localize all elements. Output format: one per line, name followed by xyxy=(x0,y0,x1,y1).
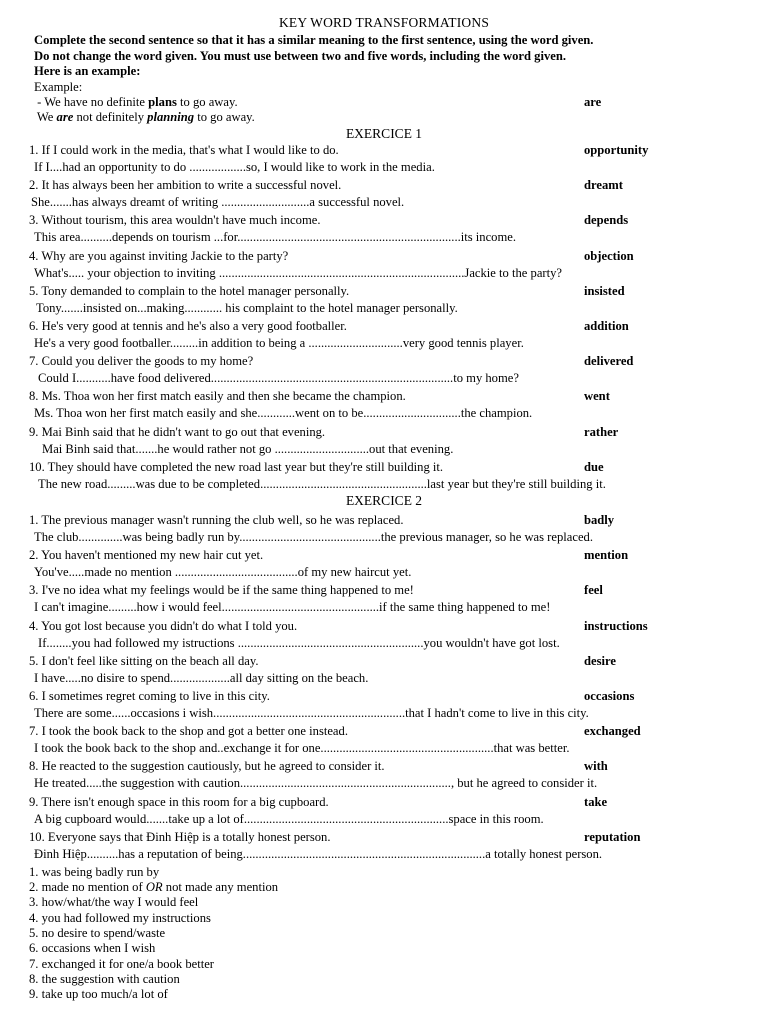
exercise1-question-10: 10. They should have completed the new road last year but they're still building it. xyxy=(29,459,444,474)
exercise2-answer-7: I took the book back to the shop and..exchange it for one.......................................................that was better. xyxy=(34,741,570,756)
exercise1-answer-9: Mai Binh said that.......he would rather not go ..............................out that evening. xyxy=(42,441,454,456)
exercise1-keyword-8: went xyxy=(584,389,610,404)
exercise1-keyword-2: dreamt xyxy=(584,178,623,193)
answer-item-3: 3. how/what/the way I would feel xyxy=(29,895,199,909)
answer-item-4: 4. you had followed my instructions xyxy=(29,911,211,925)
exercise2-keyword-4: instructions xyxy=(584,618,648,633)
exercise1-answer-4: What's..... your objection to inviting ..............................................................................Jackie to the party? xyxy=(34,265,562,280)
exercise2-answer-10: Đinh Hiệp..........has a reputation of being.............................................................................a totally honest person. xyxy=(34,846,603,861)
page-title: KEY WORD TRANSFORMATIONS xyxy=(278,15,490,30)
exercise1-answer-5: Tony.......insisted on...making............ his complaint to the hotel manager personally. xyxy=(36,300,458,315)
exercise2-question-8: 8. He reacted to the suggestion cautiously, but he agreed to consider it. xyxy=(29,759,385,774)
instruction-line-2: Do not change the word given. You must use between two and five words, including the word given. xyxy=(34,49,566,63)
exercise1-heading: EXERCICE 1 xyxy=(345,126,423,141)
exercise1-keyword-5: insisted xyxy=(584,283,625,298)
example-keyword: are xyxy=(584,95,602,109)
exercise1-answer-2: She.......has always dreamt of writing ............................a successful novel. xyxy=(31,195,405,210)
exercise1-keyword-1: opportunity xyxy=(584,143,649,157)
exercise1-keyword-3: depends xyxy=(584,213,629,228)
exercise1-keyword-4: objection xyxy=(584,248,634,263)
exercise2-keyword-1: badly xyxy=(584,513,615,527)
exercise1-keyword-6: addition xyxy=(584,319,629,333)
exercise1-question-7: 7. Could you deliver the goods to my home? xyxy=(29,354,254,369)
exercise1-keyword-9: rather xyxy=(584,424,619,439)
exercise2-answer-8: He treated.....the suggestion with caution..................................................................., but he agreed to consider it. xyxy=(34,776,598,791)
exercise2-question-5: 5. I don't feel like sitting on the beach all day. xyxy=(29,653,259,668)
exercise1-question-2: 2. It has always been her ambition to write a successful novel. xyxy=(29,178,342,193)
answer-item-7: 7. exchanged it for one/a book better xyxy=(29,957,214,971)
exercise1-answer-6: He's a very good footballer.........in addition to being a ..............................very good tennis player. xyxy=(34,336,524,350)
exercise2-answer-6: There are some......occasions i wish.............................................................that I hadn't come to live in this city. xyxy=(34,706,589,720)
exercise1-answer-10: The new road.........was due to be completed.....................................................last year but they're still building it. xyxy=(38,476,606,491)
exercise2-keyword-5: desire xyxy=(584,653,616,668)
exercise2-keyword-8: with xyxy=(584,759,608,774)
exercise2-question-1: 1. The previous manager wasn't running the club well, so he was replaced. xyxy=(29,513,404,527)
exercise1-question-4: 4. Why are you against inviting Jackie to the party? xyxy=(29,248,289,263)
exercise2-answer-9: A big cupboard would.......take up a lot of.................................................................space in this room. xyxy=(34,811,544,826)
exercise2-answer-3: I can't imagine.........how i would feel..................................................if the same thing happened to me! xyxy=(34,600,551,615)
answer-item-1: 1. was being badly run by xyxy=(29,865,160,879)
exercise1-keyword-10: due xyxy=(584,459,604,474)
exercise1-answer-7: Could I...........have food delivered.............................................................................to my home? xyxy=(38,371,519,386)
example-line-1: - We have no definite plans to go away. xyxy=(34,95,238,109)
exercise2-question-9: 9. There isn't enough space in this room for a big cupboard. xyxy=(29,794,329,809)
exercise2-question-3: 3. I've no idea what my feelings would be if the same thing happened to me! xyxy=(29,583,414,598)
exercise2-keyword-10: reputation xyxy=(584,829,641,844)
exercise1-question-1: 1. If I could work in the media, that's what I would like to do. xyxy=(29,143,339,157)
exercise2-question-10: 10. Everyone says that Đinh Hiệp is a totally honest person. xyxy=(29,829,331,844)
answer-item-9: 9. take up too much/a lot of xyxy=(29,987,168,1001)
answer-item-6: 6. occasions when I wish xyxy=(29,941,156,955)
exercise1-question-3: 3. Without tourism, this area wouldn't have much income. xyxy=(29,213,321,228)
answer-item-8: 8. the suggestion with caution xyxy=(29,972,180,986)
exercise2-keyword-9: take xyxy=(584,794,608,809)
exercise2-keyword-6: occasions xyxy=(584,689,635,703)
exercise2-answer-4: If........you had followed my istructions ...........................................................you wouldn't have got lost. xyxy=(38,635,560,650)
exercise1-answer-8: Ms. Thoa won her first match easily and she............went on to be...............................the champion. xyxy=(34,406,533,421)
exercise1-keyword-7: delivered xyxy=(584,354,634,369)
exercise2-question-6: 6. I sometimes regret coming to live in this city. xyxy=(29,689,270,703)
exercise1-answer-3: This area..........depends on tourism ...for.......................................................................its income. xyxy=(34,230,517,245)
exercise2-answer-5: I have.....no disire to spend...................all day sitting on the beach. xyxy=(34,670,369,685)
exercise2-answer-1: The club..............was being badly run by.............................................the previous manager, so he was replaced. xyxy=(34,530,593,544)
exercise1-question-9: 9. Mai Binh said that he didn't want to go out that evening. xyxy=(29,424,326,439)
answer-item-5: 5. no desire to spend/waste xyxy=(29,926,166,940)
example-label: Example: xyxy=(34,80,83,94)
exercise2-answer-2: You've.....made no mention .......................................of my new haircut yet. xyxy=(34,565,412,580)
exercise2-keyword-2: mention xyxy=(584,548,629,563)
exercise1-question-5: 5. Tony demanded to complain to the hotel manager personally. xyxy=(29,283,350,298)
exercise1-question-8: 8. Ms. Thoa won her first match easily and then she became the champion. xyxy=(29,389,406,404)
exercise2-question-2: 2. You haven't mentioned my new hair cut yet. xyxy=(29,548,264,563)
exercise2-keyword-7: exchanged xyxy=(584,724,641,739)
exercise2-keyword-3: feel xyxy=(584,583,603,598)
instruction-line-1: Complete the second sentence so that it has a similar meaning to the first sentence, using the word given. xyxy=(34,33,594,47)
instruction-line-3: Here is an example: xyxy=(34,64,141,78)
exercise1-answer-1: If I....had an opportunity to do ..................so, I would like to work in the media. xyxy=(34,160,435,174)
exercise2-question-7: 7. I took the book back to the shop and got a better one instead. xyxy=(29,724,348,739)
exercise1-question-6: 6. He's very good at tennis and he's also a very good footballer. xyxy=(29,319,347,333)
example-line-2: We are not definitely planning to go away. xyxy=(34,110,255,124)
exercise2-question-4: 4. You got lost because you didn't do what I told you. xyxy=(29,618,298,633)
exercise2-heading: EXERCICE 2 xyxy=(345,493,423,508)
answer-item-2: 2. made no mention of OR not made any mention xyxy=(29,880,279,894)
